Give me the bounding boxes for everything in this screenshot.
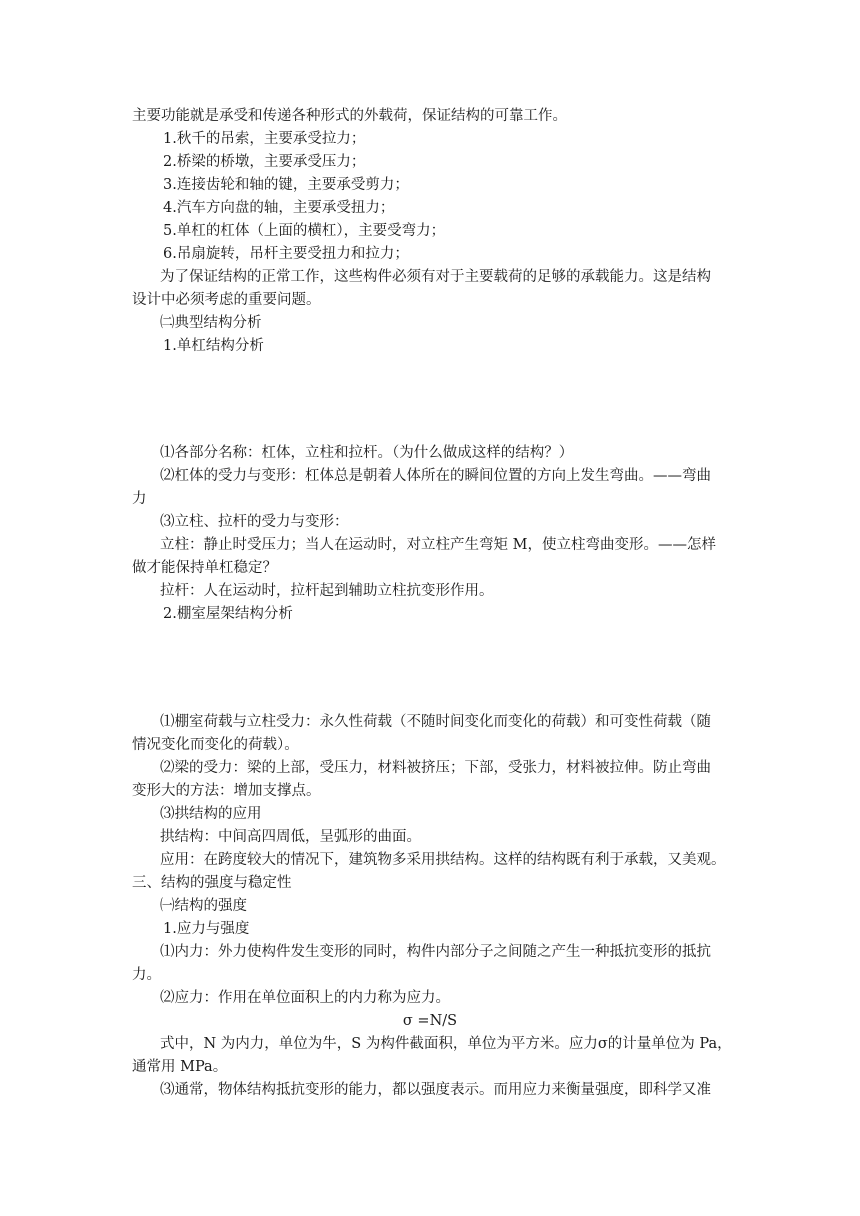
text-line: ⑴内力：外力使构件发生变形的同时，构件内部分子之间随之产生一种抵抗变形的抵抗	[160, 944, 711, 960]
text-line: 做才能保持单杠稳定？	[132, 560, 277, 576]
list-item: 1.秋千的吊索，主要承受拉力；	[163, 131, 366, 147]
subsection-heading: 1.单杠结构分析	[163, 338, 264, 354]
figure-placeholder	[132, 360, 732, 440]
text-line: 拉杆：人在运动时，拉杆起到辅助立柱抗变形作用。	[160, 583, 494, 599]
text-line: ⑵应力：作用在单位面积上的内力称为应力。	[160, 990, 450, 1006]
text-line: ⑵梁的受力：梁的上部，受压力，材料被挤压；下部，受张力，材料被拉伸。防止弯曲	[160, 760, 711, 776]
text-line: 通常用 MPa。	[132, 1059, 228, 1075]
subsection-heading: 1.应力与强度	[163, 921, 250, 937]
text-line: ⑴各部分名称：杠体，立柱和拉杆。（为什么做成这样的结构？）	[160, 445, 574, 461]
text-line: 情况变化而变化的荷载）。	[132, 737, 299, 753]
text-line: 应用：在跨度较大的情况下，建筑物多采用拱结构。这样的结构既有利于承载，又美观。	[160, 852, 726, 868]
text-line: ⑶拱结构的应用	[160, 806, 262, 822]
list-item: 6.吊扇旋转，吊杆主要受扭力和拉力；	[163, 246, 409, 262]
text-line: 变形大的方法：增加支撑点。	[132, 783, 321, 799]
section-heading: ㈡典型结构分析	[160, 315, 262, 331]
list-item: 2.桥梁的桥墩，主要承受压力；	[163, 154, 366, 170]
text-line: 设计中必须考虑的重要问题。	[132, 292, 321, 308]
text-line: 拱结构：中间高四周低，呈弧形的曲面。	[160, 829, 421, 845]
list-item: 4.汽车方向盘的轴，主要承受扭力；	[163, 200, 395, 216]
text-line: 式中，N 为内力，单位为牛，S 为构件截面积，单位为平方米。应力σ的计量单位为 Pa，	[160, 1036, 732, 1052]
subsection-heading: ㈠结构的强度	[160, 898, 247, 914]
text-line: 力。	[132, 967, 161, 983]
list-item: 3.连接齿轮和轴的键，主要承受剪力；	[163, 177, 409, 193]
text-line: 为了保证结构的正常工作，这些构件必须有对于主要载荷的足够的承载能力。这是结构	[160, 269, 711, 285]
figure-placeholder	[132, 628, 732, 708]
text-line: 力	[132, 491, 147, 507]
subsection-heading: 2.棚室屋架结构分析	[163, 606, 293, 622]
text-line: ⑶立柱、拉杆的受力与变形：	[160, 514, 349, 530]
list-item: 5.单杠的杠体（上面的横杠），主要受弯力；	[163, 223, 446, 239]
text-line: 主要功能就是承受和传递各种形式的外载荷，保证结构的可靠工作。	[132, 108, 567, 124]
text-line: 立柱：静止时受压力；当人在运动时，对立柱产生弯矩 M，使立柱弯曲变形。——怎样	[160, 537, 716, 553]
text-line: ⑶通常，物体结构抵抗变形的能力，都以强度表示。而用应力来衡量强度，即科学又准	[160, 1082, 711, 1098]
text-line: ⑵杠体的受力与变形：杠体总是朝着人体所在的瞬间位置的方向上发生弯曲。——弯曲	[160, 468, 711, 484]
formula: σ =N/S	[402, 1013, 458, 1029]
text-line: ⑴棚室荷载与立柱受力：永久性荷载（不随时间变化而变化的荷载）和可变性荷载（随	[160, 714, 711, 730]
section-heading: 三、结构的强度与稳定性	[132, 875, 292, 891]
